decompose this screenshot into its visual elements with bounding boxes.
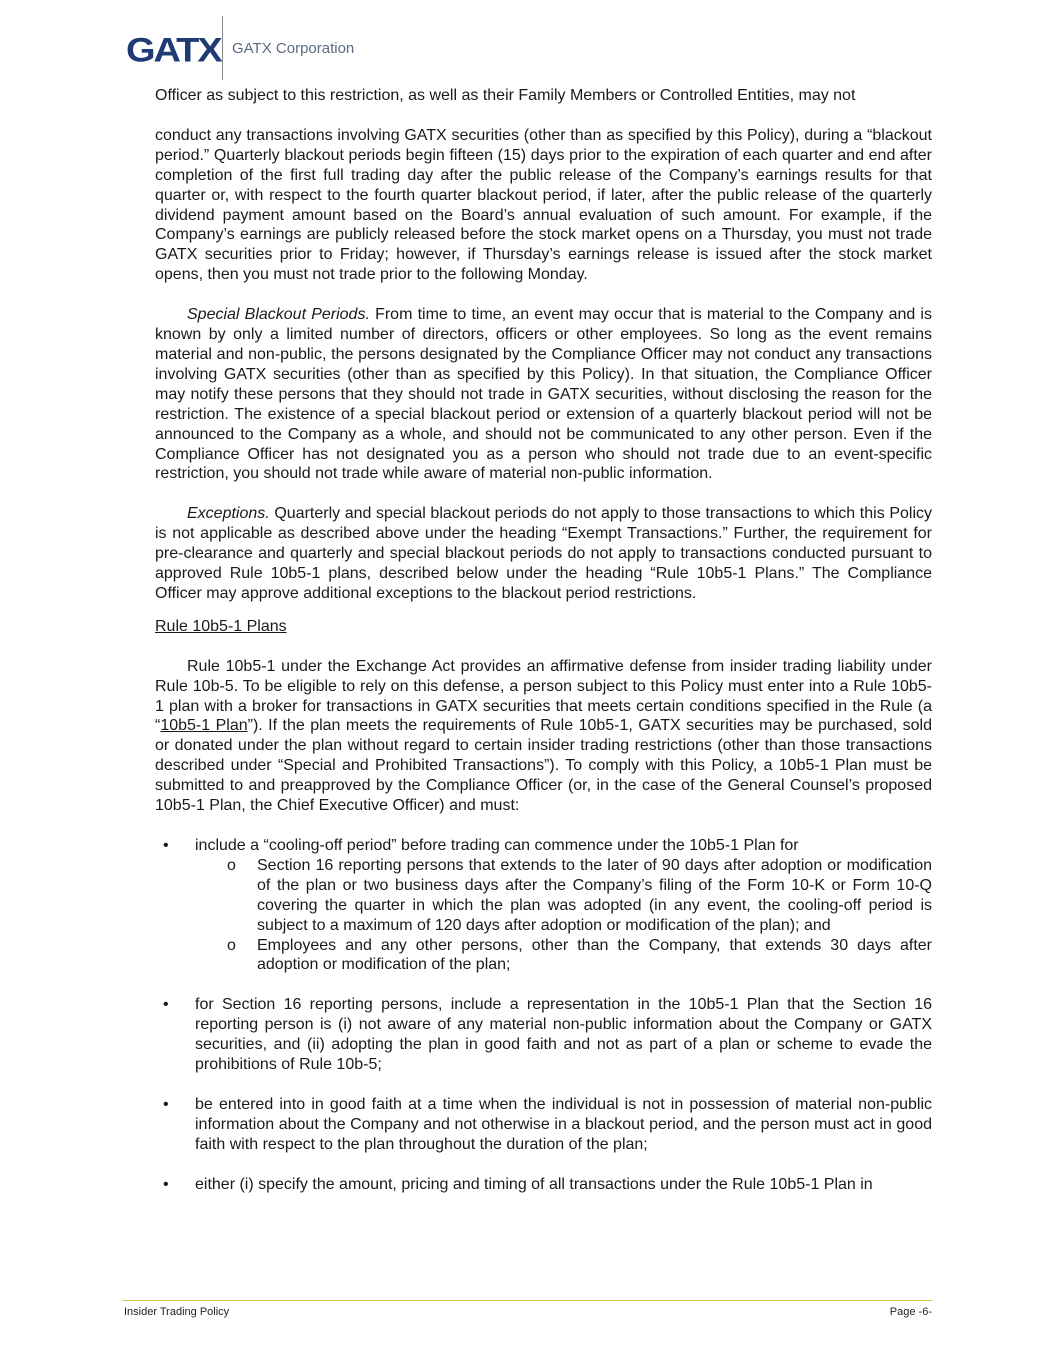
list-item — [155, 995, 932, 1075]
exceptions-text: Quarterly and special blackout periods do not apply to those transactions to which this Policy is not applicable as described above under the heading “Exempt Transactions.” Further, the requirement for pre-clearance and quarterly and special blackout periods do not apply to transactions conducted pursuant to approved Rule 10b5-1 plans, described below under the heading “Rule 10b5-1 Plans.” The Compliance Officer may approve additional exceptions to the blackout period restrictions. — [155, 505, 932, 602]
footer-page-number: Page -6- — [889, 1306, 932, 1318]
document-body — [155, 86, 932, 1195]
bullet-mark: • — [163, 1095, 169, 1113]
bullet-text: include a “cooling-off period” before trading can commence under the 10b5-1 Plan for — [195, 837, 799, 854]
rule-text-b: ”). If the plan meets the requirements of Rule 10b5-1, GATX securities may be purchased, sold or donated under the plan without regard to certain insider trading restrictions (other than those transactions described under “Special and Prohibited Transactions”). To comply with this Policy, a 10b5-1 Plan must be submitted to and preapproved by the Compliance Officer (or, in the case of the General Counsel’s proposed 10b5-1 Plan, the Chief Executive Officer) and must: — [155, 717, 932, 815]
logo-divider — [222, 16, 223, 80]
rule-term: 10b5-1 Plan — [160, 717, 248, 735]
bullet-text: be entered into in good faith at a time when the individual is not in possession of material non-public information about the Company and not otherwise in a blackout period, and the person must act in good faith with respect to the plan throughout the duration of the plan; — [195, 1095, 932, 1153]
sub-list-item — [195, 936, 932, 976]
bullet-text: either (i) specify the amount, pricing and timing of all transactions under the Rule 10b5-1 Plan in — [195, 1175, 873, 1193]
requirements-list — [155, 836, 932, 1195]
paragraph-rule-10b5-1 — [155, 657, 932, 816]
paragraph-continuation: Officer as subject to this restriction, as well as their Family Members or Controlled Entities, may not — [155, 87, 856, 104]
rule-text-a: Rule 10b5-1 under the Exchange Act provides an affirmative defense from insider trading liability under Rule 10b-5. To be eligible to rely on this defense, a person subject to this Policy must enter into a Rule 10b5-1 plan with a broker for transactions in GATX securities that meets certain conditions specified in the Rule (a “ — [155, 657, 932, 735]
section-heading-rule-10b5-1: Rule 10b5-1 Plans — [155, 617, 287, 635]
special-blackout-text: From time to time, an event may occur that is material to the Company and is known by only a limited number of directors, officers or other employees. So long as the event remains material and non-public, the persons designated by the Compliance Officer may not conduct any transactions involving GATX securities (other than as specified by this Policy). In that situation, the Compliance Officer may notify these persons that they should not trade in GATX securities, without disclosing the reason for the restriction. The existence of a special blackout period or extension of a quarterly blackout period will not be announced to the Company as a whole, and should not be communicated to any other person. Even if the Compliance Officer has not designated you as a person who should not trade due to an event-specific restriction, you should not trade while aware of material non-public information. — [155, 306, 932, 483]
bullet-text: for Section 16 reporting persons, include a representation in the 10b5-1 Plan that the Section 16 reporting person is (i) not aware of any material non-public information about the Company or GATX securities, and (ii) adopting the plan in good faith and not as part of a plan or scheme to evade the prohibitions of Rule 10b-5; — [195, 996, 932, 1074]
sub-mark: o — [227, 856, 236, 874]
sub-list — [195, 856, 932, 975]
bullet-mark: • — [163, 837, 169, 854]
sub-list-item — [195, 856, 932, 936]
list-item — [155, 836, 932, 975]
sub-mark: o — [227, 936, 236, 954]
paragraph-special-blackout — [155, 305, 932, 484]
exceptions-title: Exceptions. — [187, 505, 270, 523]
list-item — [155, 1095, 932, 1155]
sub-text: Employees and any other persons, other than the Company, that extends 30 days after adoption or modification of the plan; — [257, 936, 932, 974]
paragraph-exceptions — [155, 504, 932, 604]
gatx-logo: GATX — [126, 32, 221, 70]
footer-rule — [122, 1300, 932, 1301]
paragraph-blackout: conduct any transactions involving GATX securities (other than as specified by this Policy), during a “blackout period.” Quarterly blackout periods begin fifteen (15) days prior to the expiration of each quarter and end after completion of the first full trading day after the public release of the Company’s earnings results for that quarter or, with respect to the fourth quarter blackout period, if later, after the public release of the quarterly dividend payment amount based on the Board’s annual evaluation of such amount. For example, if the Company’s earnings are publicly released before the stock market opens on a Thursday, you must not trade GATX securities prior to Friday; however, if Thursday’s earnings release is issued after the stock market opens, then you must not trade prior to the following Monday. — [155, 126, 932, 284]
bullet-mark: • — [163, 996, 169, 1014]
special-blackout-title: Special Blackout Periods. — [187, 306, 370, 324]
bullet-mark: • — [163, 1175, 169, 1193]
company-name: GATX Corporation — [232, 40, 355, 57]
sub-text: Section 16 reporting persons that extends to the later of 90 days after adoption or modification of the plan or two business days after the Company’s filing of the Form 10-K or Form 10-Q covering the quarter in which the plan was adopted (in any event, the cooling-off period is subject to a maximum of 120 days after adoption or modification of the plan); and — [257, 856, 932, 934]
list-item — [155, 1175, 932, 1195]
footer-document-title: Insider Trading Policy — [124, 1306, 230, 1318]
